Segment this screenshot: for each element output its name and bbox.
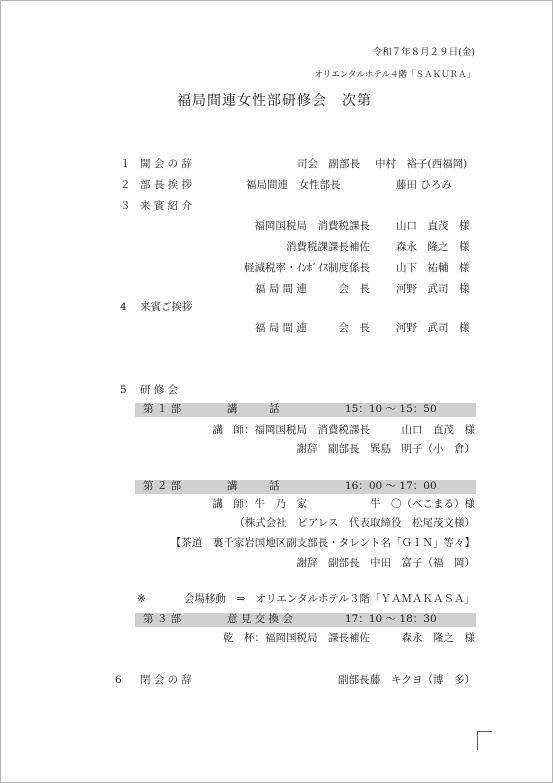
note-mark: ※ bbox=[137, 593, 146, 605]
session-2-type: 講 話 bbox=[227, 480, 280, 492]
session-1-thanks: 謝辞 副部長 巽島 明子（小 倉） bbox=[296, 443, 475, 455]
event-venue: オリエンタルホテル４階「ＳＡＫＵＲＡ」 bbox=[314, 70, 475, 80]
guest-name: 森永 隆之 様 bbox=[396, 241, 470, 253]
item-1-number: １ bbox=[120, 158, 131, 170]
session-2-time: 16：00 ～ 17：00 bbox=[345, 480, 437, 492]
guest-name: 山口 直茂 様 bbox=[396, 220, 470, 232]
item-2-label: 部 長 挨 拶 bbox=[140, 179, 193, 191]
session-1-type: 講 話 bbox=[227, 403, 280, 415]
guest-role: 消費税課課長補佐 bbox=[286, 241, 370, 253]
item-2-role: 福局間連 女性部長 bbox=[246, 179, 341, 191]
item-6-label: 閉 会 の 辞 bbox=[140, 674, 193, 686]
guest-role: 福岡国税局 消費税課長 bbox=[254, 220, 370, 232]
session-1-bar bbox=[135, 403, 476, 417]
item-1-role: 司会 副部長 bbox=[297, 158, 360, 170]
session-2-thanks: 謝辞 副部長 中田 富子（福 岡） bbox=[296, 557, 475, 569]
item-5-label: 研 修 会 bbox=[140, 384, 179, 396]
venue-move-note: 会場移動 ⇒ オリエンタルホテル３階「ＹＡＭＡＫＡＳＡ」 bbox=[183, 593, 475, 605]
session-2-profile: 【茶道 裏千家岩国地区副支部長・タレント名「ＧＩＮ」等々】 bbox=[170, 537, 475, 549]
item-1-label: 開 会 の 辞 bbox=[140, 158, 193, 170]
session-3-type: 意 見 交 換 会 bbox=[227, 613, 293, 625]
session-3-toast: 乾 杯：福岡国税局 課長補佐 森永 隆之 様 bbox=[223, 632, 475, 644]
item-6-number: 6 bbox=[115, 674, 122, 686]
item-3-number: ３ bbox=[120, 200, 131, 212]
item-6-role: 副部長 bbox=[338, 674, 370, 686]
session-1-lecturer: 講 師：福岡国税局 消費税課長 山口 直茂 様 bbox=[212, 424, 475, 436]
session-2-bar bbox=[135, 480, 476, 494]
session-3-part: 第 ３ 部 bbox=[143, 613, 182, 625]
guest-role: 軽減税率・ｲﾝﾎﾞｲｽ制度係長 bbox=[244, 262, 370, 274]
item-2-number: ２ bbox=[120, 179, 131, 191]
item-3-label: 来 賓 紹 介 bbox=[140, 200, 193, 212]
item-4-name: 河野 武司 様 bbox=[396, 322, 470, 334]
item-4-number: 4 bbox=[120, 301, 127, 313]
session-3-time: 17：10 ～ 18：30 bbox=[345, 613, 437, 625]
item-4-label: 来賓ご挨拶 bbox=[140, 301, 193, 313]
document-title: 福局間連女性部研修会 次第 bbox=[177, 93, 372, 109]
session-1-part: 第 １ 部 bbox=[143, 403, 182, 415]
guest-role: 福 局 間 連 会 長 bbox=[254, 283, 370, 295]
session-2-part: 第 ２ 部 bbox=[143, 480, 182, 492]
item-1-name: 中村 裕子(西福岡) bbox=[375, 158, 468, 170]
session-2-lecturer: 講 師：牛 乃 家 牛 〇（べこまる）様 bbox=[212, 498, 475, 510]
item-4-role: 福 局 間 連 会 長 bbox=[254, 322, 370, 334]
page-corner-mark bbox=[477, 731, 492, 750]
item-5-number: 5 bbox=[120, 384, 127, 396]
item-2-name: 藤田 ひろみ bbox=[396, 179, 452, 191]
item-6-name: 藤 キクヨ（博 多） bbox=[370, 674, 475, 686]
guest-name: 山下 祐輔 様 bbox=[396, 262, 470, 274]
event-date: 令和７年８月２９日(金) bbox=[372, 47, 475, 58]
guest-name: 河野 武司 様 bbox=[396, 283, 470, 295]
session-1-time: 15：10 ～ 15：50 bbox=[345, 403, 437, 415]
session-3-bar bbox=[135, 613, 476, 627]
session-2-affiliation: （株式会社 ピアレス 代表取締役 松尾茂文様） bbox=[234, 517, 475, 529]
